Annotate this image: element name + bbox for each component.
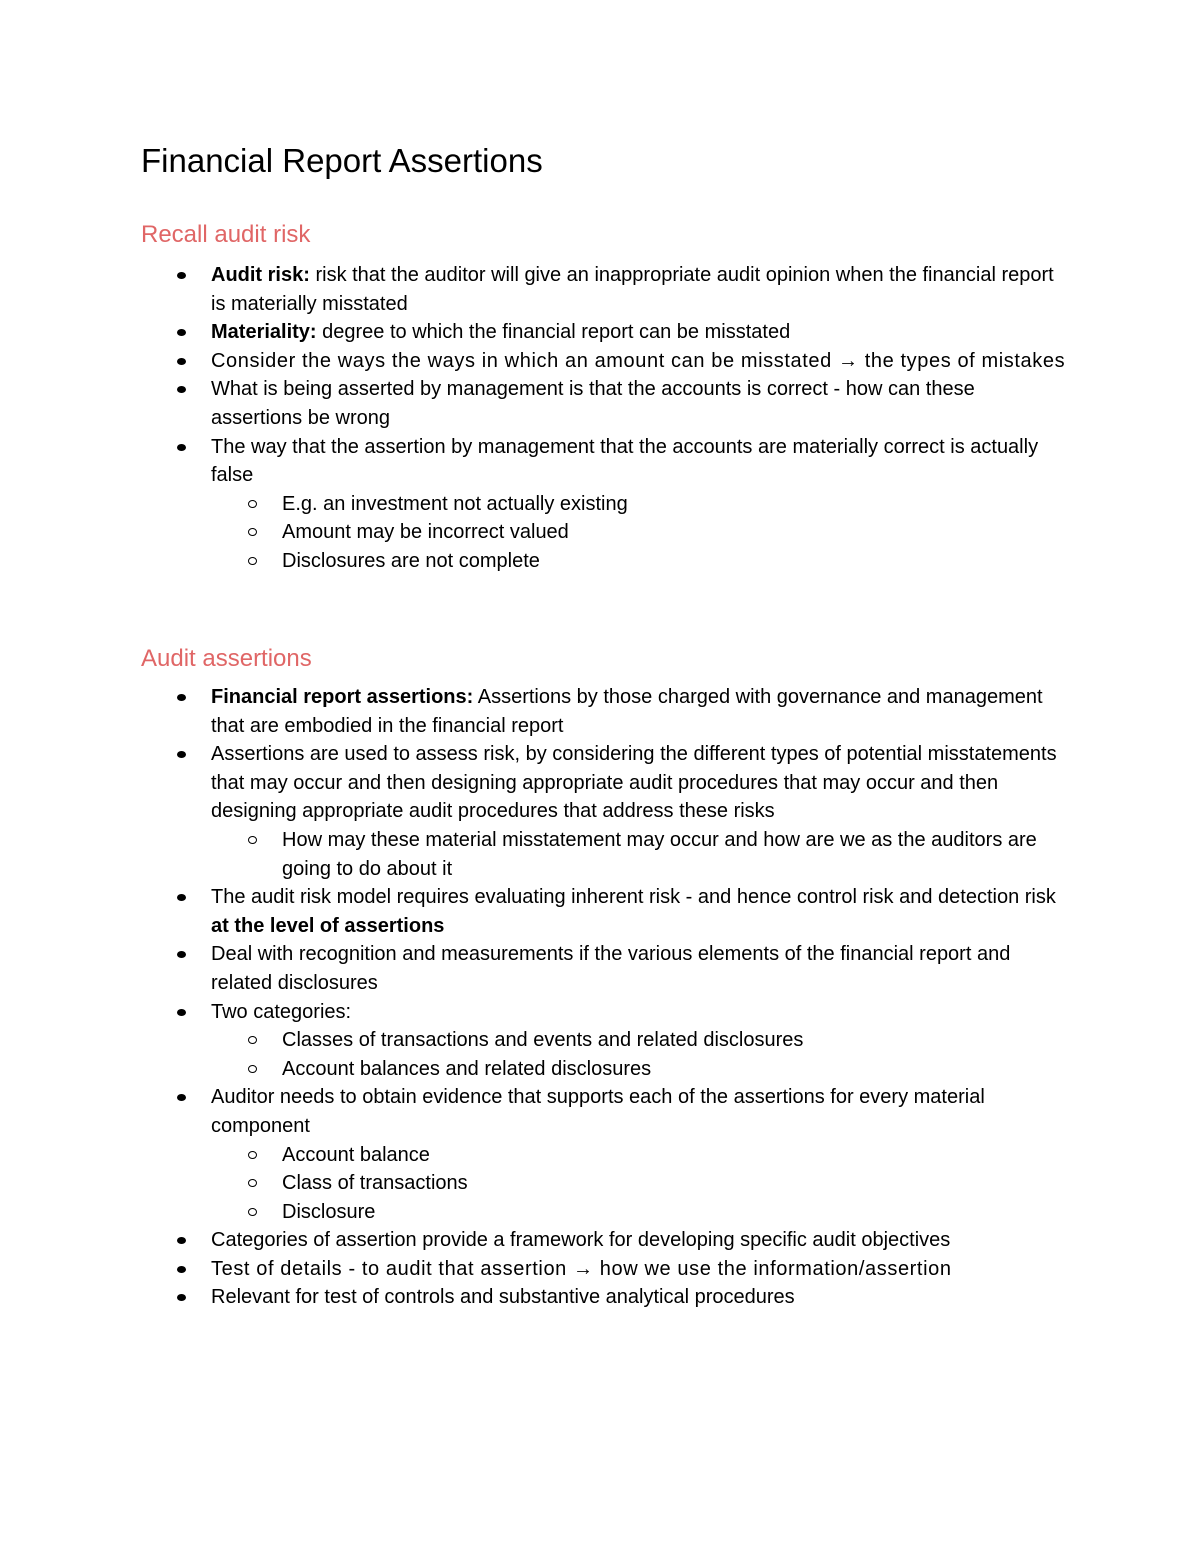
emphasis-level-of-assertions: at the level of assertions (211, 914, 445, 937)
item-text: Relevant for test of controls and substantive analytical procedures (211, 1286, 795, 1309)
item-text: Two categories: (211, 1000, 352, 1023)
sub-list-item (282, 1169, 1062, 1198)
list-item (211, 1255, 1071, 1284)
item-text: Test of details - to audit that assertion → how we use the information/assertion (211, 1257, 952, 1280)
list-item (211, 683, 1071, 740)
item-text: Amount may be incorrect valued (282, 521, 569, 544)
item-text: Deal with recognition and measurements if the various elements of the financial report and related disclosures (211, 943, 1011, 994)
item-text: Assertions by those charged with governance and management that are embodied in the financial report (211, 686, 1043, 737)
list-item (211, 433, 1071, 490)
item-text: E.g. an investment not actually existing (282, 492, 628, 515)
item-text: What is being asserted by management is that the accounts is correct - how can these assertions be wrong (211, 378, 975, 429)
list-item (211, 998, 1071, 1027)
list-item (211, 883, 1071, 940)
item-text: Class of transactions (282, 1172, 468, 1195)
sub-list-item (282, 1198, 1062, 1227)
item-text: Assertions are used to assess risk, by considering the different types of potential misstatements that may occur and then designing appropriate audit procedures that may occur and then designing appropriate audit procedures that address these risks (211, 743, 1057, 823)
term-audit-risk: Audit risk: (211, 264, 310, 286)
sub-list-item (282, 1026, 1062, 1055)
sub-list-item (282, 518, 1062, 547)
item-text: The audit risk model requires evaluating inherent risk - and hence control risk and detection risk (211, 886, 1056, 909)
item-text: Disclosures are not complete (282, 549, 540, 572)
item-text: Consider the ways the ways in which an amount can be misstated → the types of mistakes (211, 349, 1066, 372)
list-item (211, 318, 1071, 347)
term-materiality: Materiality: (211, 321, 317, 344)
audit-assertions-list (0, 683, 1200, 1312)
sub-list-item (282, 1055, 1062, 1084)
list-item (211, 740, 1071, 826)
item-text: degree to which the financial report can be misstated (316, 321, 791, 344)
term-financial-report-assertions: Financial report assertions: (211, 686, 474, 708)
item-text: Account balances and related disclosures (282, 1057, 652, 1080)
item-text: risk that the auditor will give an inappropriate audit opinion when the financial report is materially misstated (211, 264, 1054, 315)
item-text: How may these material misstatement may occur and how are we as the auditors are going to do about it (282, 828, 1037, 880)
item-text: Disclosure (282, 1200, 376, 1223)
list-item (211, 1083, 1071, 1140)
recall-audit-risk-list (0, 261, 1200, 576)
heading-recall-audit-risk: Recall audit risk (141, 221, 311, 248)
list-item (211, 1226, 1071, 1255)
sub-list-item (282, 490, 1062, 519)
item-text: Classes of transactions and events and related disclosures (282, 1029, 804, 1052)
item-text: Categories of assertion provide a framework for developing specific audit objectives (211, 1229, 951, 1252)
item-text: The way that the assertion by management that the accounts are materially correct is actually false (211, 435, 1039, 487)
sub-list-item (282, 826, 1062, 883)
list-item (211, 261, 1071, 318)
list-item (211, 347, 1071, 376)
list-item (211, 1283, 1071, 1312)
list-item (211, 375, 1071, 432)
list-item (211, 940, 1071, 997)
document-title: Financial Report Assertions (141, 142, 543, 179)
item-text: Account balance (282, 1143, 430, 1166)
sub-list-item (282, 547, 1062, 576)
item-text: Auditor needs to obtain evidence that supports each of the assertions for every material component (211, 1086, 985, 1137)
heading-audit-assertions: Audit assertions (141, 645, 312, 672)
sub-list-item (282, 1141, 1062, 1170)
